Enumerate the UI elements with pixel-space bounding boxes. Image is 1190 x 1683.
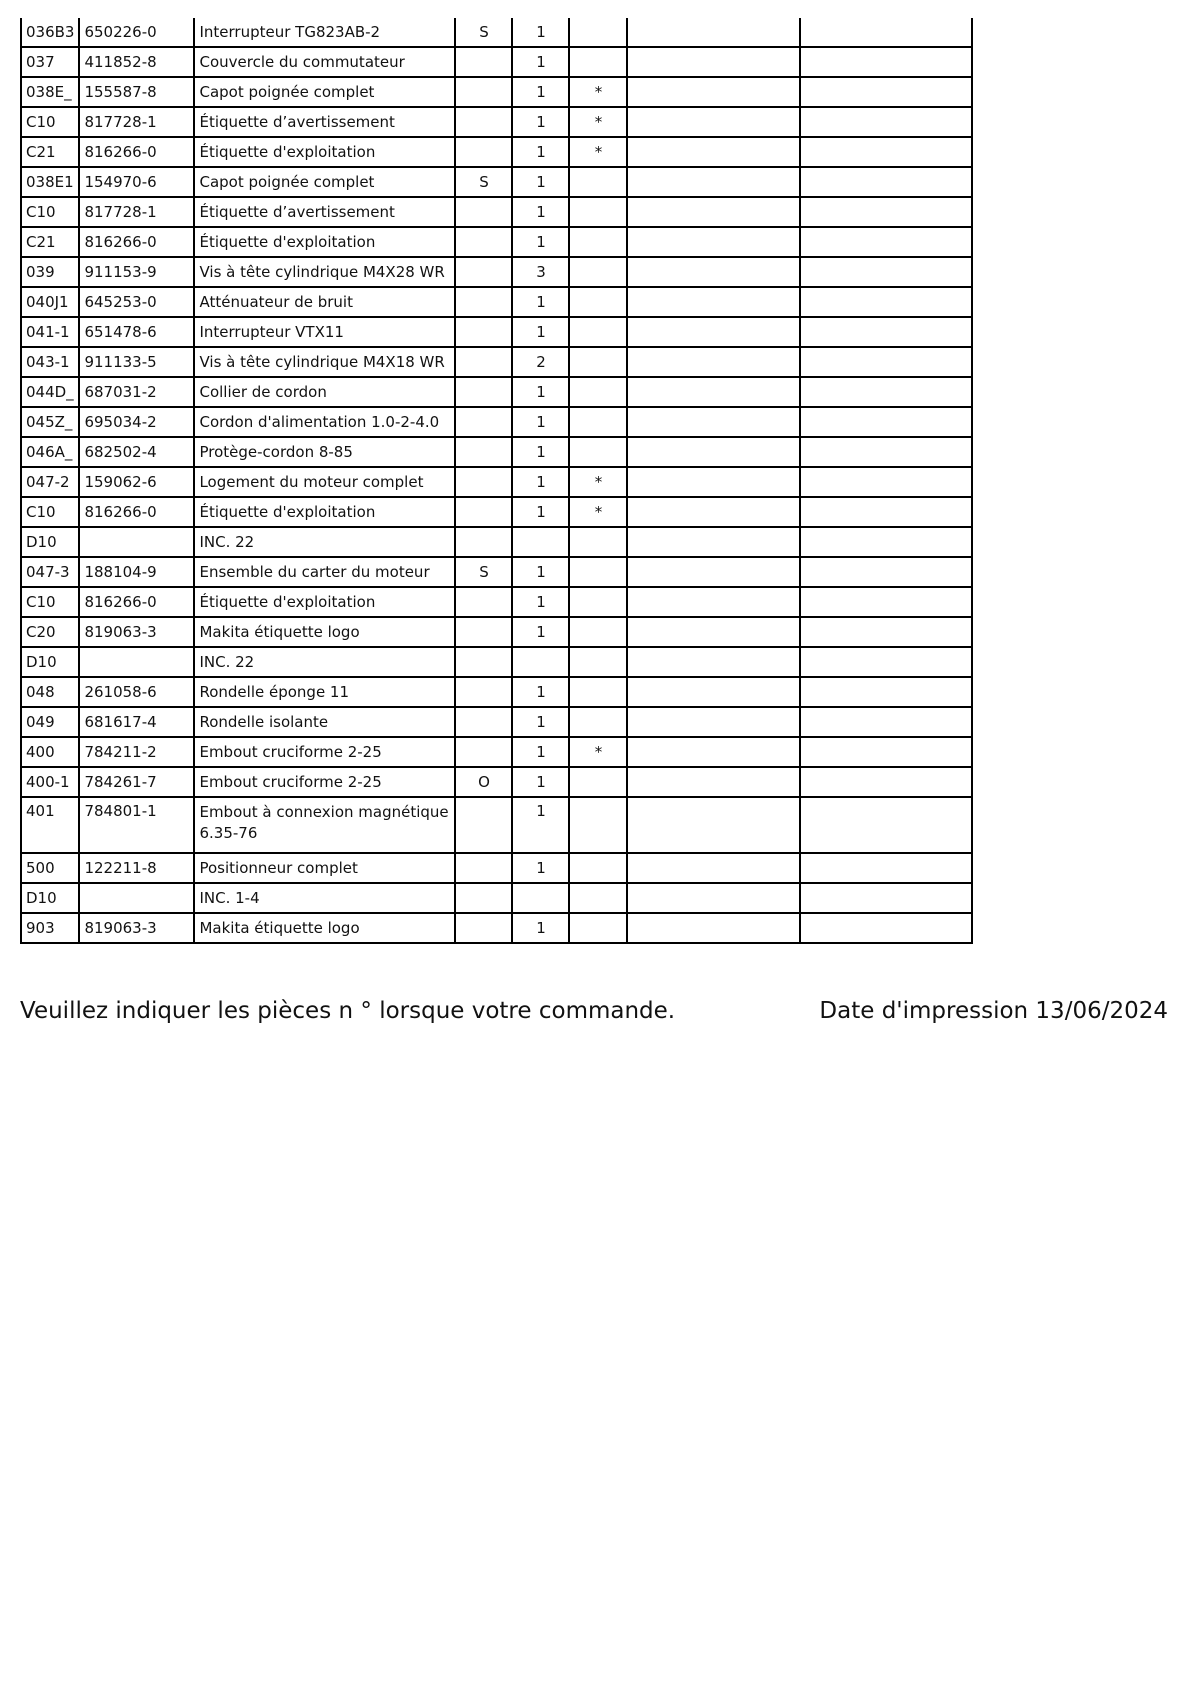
table-row [21, 587, 972, 617]
blank-cell [627, 18, 800, 47]
part-number-cell: 816266-0 [79, 137, 194, 167]
blank-cell [627, 47, 800, 77]
description-cell: Capot poignée complet [194, 77, 455, 107]
quantity-cell: 1 [512, 77, 569, 107]
code-cell [455, 137, 512, 167]
description-cell: Embout cruciforme 2-25 [194, 737, 455, 767]
blank-cell [627, 197, 800, 227]
table-row [21, 167, 972, 197]
blank-cell [800, 437, 972, 467]
item-number-cell: C21 [21, 137, 79, 167]
code-cell [455, 257, 512, 287]
code-cell [455, 707, 512, 737]
table-row [21, 467, 972, 497]
item-number-cell: 045Z_ [21, 407, 79, 437]
note-cell [569, 377, 627, 407]
table-row [21, 317, 972, 347]
blank-cell [627, 707, 800, 737]
blank-cell [627, 227, 800, 257]
quantity-cell: 1 [512, 557, 569, 587]
code-cell [455, 797, 512, 853]
code-cell [455, 377, 512, 407]
blank-cell [800, 317, 972, 347]
blank-cell [627, 677, 800, 707]
description-cell: Rondelle isolante [194, 707, 455, 737]
item-number-cell: C21 [21, 227, 79, 257]
part-number-cell: 651478-6 [79, 317, 194, 347]
blank-cell [800, 47, 972, 77]
blank-cell [800, 767, 972, 797]
part-number-cell: 155587-8 [79, 77, 194, 107]
quantity-cell: 1 [512, 497, 569, 527]
blank-cell [800, 107, 972, 137]
item-number-cell: 037 [21, 47, 79, 77]
note-cell: * [569, 467, 627, 497]
note-cell [569, 797, 627, 853]
description-cell: Étiquette d'exploitation [194, 587, 455, 617]
part-number-cell: 261058-6 [79, 677, 194, 707]
blank-cell [627, 737, 800, 767]
item-number-cell: 040J1 [21, 287, 79, 317]
part-number-cell: 819063-3 [79, 913, 194, 943]
note-cell [569, 347, 627, 377]
blank-cell [627, 467, 800, 497]
quantity-cell: 1 [512, 107, 569, 137]
code-cell: S [455, 557, 512, 587]
part-number-cell: 122211-8 [79, 853, 194, 883]
table-row [21, 617, 972, 647]
blank-cell [800, 377, 972, 407]
code-cell [455, 407, 512, 437]
note-cell [569, 47, 627, 77]
part-number-cell: 819063-3 [79, 617, 194, 647]
item-number-cell: 038E_ [21, 77, 79, 107]
part-number-cell: 784211-2 [79, 737, 194, 767]
blank-cell [627, 407, 800, 437]
note-cell [569, 767, 627, 797]
note-cell: * [569, 737, 627, 767]
blank-cell [627, 257, 800, 287]
note-cell [569, 18, 627, 47]
blank-cell [627, 347, 800, 377]
item-number-cell: 047-2 [21, 467, 79, 497]
note-cell [569, 317, 627, 347]
item-number-cell: C10 [21, 497, 79, 527]
code-cell [455, 47, 512, 77]
item-number-cell: 039 [21, 257, 79, 287]
code-cell [455, 347, 512, 377]
quantity-cell: 1 [512, 437, 569, 467]
item-number-cell: D10 [21, 647, 79, 677]
part-number-cell: 816266-0 [79, 587, 194, 617]
note-cell [569, 557, 627, 587]
blank-cell [800, 497, 972, 527]
note-cell [569, 257, 627, 287]
order-instruction: Veuillez indiquer les pièces n ° lorsque votre commande. [20, 998, 676, 1024]
table-row [21, 77, 972, 107]
description-cell: INC. 22 [194, 647, 455, 677]
code-cell [455, 227, 512, 257]
code-cell [455, 197, 512, 227]
code-cell: S [455, 167, 512, 197]
blank-cell [800, 257, 972, 287]
description-cell: Makita étiquette logo [194, 617, 455, 647]
description-cell: Positionneur complet [194, 853, 455, 883]
parts-table-body [21, 18, 972, 943]
note-cell [569, 677, 627, 707]
quantity-cell [512, 883, 569, 913]
table-row [21, 797, 972, 853]
quantity-cell: 1 [512, 407, 569, 437]
part-number-cell: 816266-0 [79, 497, 194, 527]
table-row [21, 883, 972, 913]
note-cell [569, 853, 627, 883]
blank-cell [800, 587, 972, 617]
item-number-cell: 038E1 [21, 167, 79, 197]
code-cell [455, 913, 512, 943]
table-row [21, 677, 972, 707]
note-cell [569, 883, 627, 913]
note-cell: * [569, 107, 627, 137]
quantity-cell: 1 [512, 18, 569, 47]
code-cell: O [455, 767, 512, 797]
quantity-cell: 1 [512, 767, 569, 797]
blank-cell [627, 377, 800, 407]
part-number-cell: 159062-6 [79, 467, 194, 497]
item-number-cell: 400 [21, 737, 79, 767]
blank-cell [627, 913, 800, 943]
blank-cell [627, 497, 800, 527]
note-cell [569, 587, 627, 617]
code-cell [455, 737, 512, 767]
item-number-cell: 401 [21, 797, 79, 853]
table-row [21, 197, 972, 227]
part-number-cell: 682502-4 [79, 437, 194, 467]
description-cell: Étiquette d'exploitation [194, 227, 455, 257]
item-number-cell: 044D_ [21, 377, 79, 407]
blank-cell [800, 677, 972, 707]
note-cell: * [569, 137, 627, 167]
code-cell [455, 647, 512, 677]
table-row [21, 407, 972, 437]
blank-cell [800, 467, 972, 497]
item-number-cell: 047-3 [21, 557, 79, 587]
description-cell: Vis à tête cylindrique M4X28 WR [194, 257, 455, 287]
description-cell: Makita étiquette logo [194, 913, 455, 943]
blank-cell [627, 617, 800, 647]
blank-cell [627, 167, 800, 197]
note-cell [569, 913, 627, 943]
blank-cell [800, 347, 972, 377]
table-row [21, 737, 972, 767]
description-cell: Vis à tête cylindrique M4X18 WR [194, 347, 455, 377]
note-cell: * [569, 77, 627, 107]
item-number-cell: 041-1 [21, 317, 79, 347]
part-number-cell: 411852-8 [79, 47, 194, 77]
table-row [21, 853, 972, 883]
item-number-cell: 400-1 [21, 767, 79, 797]
description-cell: INC. 1-4 [194, 883, 455, 913]
item-number-cell: 903 [21, 913, 79, 943]
part-number-cell: 817728-1 [79, 197, 194, 227]
table-row [21, 377, 972, 407]
blank-cell [627, 797, 800, 853]
blank-cell [800, 287, 972, 317]
part-number-cell: 188104-9 [79, 557, 194, 587]
blank-cell [800, 77, 972, 107]
blank-cell [800, 883, 972, 913]
item-number-cell: 049 [21, 707, 79, 737]
quantity-cell [512, 527, 569, 557]
quantity-cell: 1 [512, 47, 569, 77]
note-cell [569, 287, 627, 317]
description-cell: INC. 22 [194, 527, 455, 557]
code-cell [455, 883, 512, 913]
item-number-cell: 500 [21, 853, 79, 883]
table-row [21, 257, 972, 287]
blank-cell [800, 797, 972, 853]
table-row [21, 497, 972, 527]
blank-cell [800, 913, 972, 943]
part-number-cell: 695034-2 [79, 407, 194, 437]
blank-cell [800, 707, 972, 737]
blank-cell [800, 853, 972, 883]
code-cell [455, 287, 512, 317]
blank-cell [627, 647, 800, 677]
part-number-cell: 911153-9 [79, 257, 194, 287]
quantity-cell [512, 647, 569, 677]
print-date: Date d'impression 13/06/2024 [819, 998, 1168, 1024]
note-cell [569, 227, 627, 257]
table-row [21, 707, 972, 737]
blank-cell [800, 137, 972, 167]
quantity-cell: 1 [512, 377, 569, 407]
quantity-cell: 1 [512, 317, 569, 347]
table-row [21, 437, 972, 467]
description-cell: Embout cruciforme 2-25 [194, 767, 455, 797]
code-cell [455, 587, 512, 617]
table-row [21, 557, 972, 587]
quantity-cell: 2 [512, 347, 569, 377]
part-number-cell: 650226-0 [79, 18, 194, 47]
blank-cell [800, 197, 972, 227]
quantity-cell: 1 [512, 137, 569, 167]
quantity-cell: 1 [512, 797, 569, 853]
blank-cell [627, 287, 800, 317]
part-number-cell: 784261-7 [79, 767, 194, 797]
blank-cell [627, 107, 800, 137]
item-number-cell: 048 [21, 677, 79, 707]
description-cell: Étiquette d'exploitation [194, 497, 455, 527]
table-row [21, 347, 972, 377]
description-cell: Étiquette d’avertissement [194, 197, 455, 227]
description-cell: Logement du moteur complet [194, 467, 455, 497]
item-number-cell: C10 [21, 197, 79, 227]
description-cell: Collier de cordon [194, 377, 455, 407]
blank-cell [800, 527, 972, 557]
quantity-cell: 1 [512, 617, 569, 647]
part-number-cell: 687031-2 [79, 377, 194, 407]
code-cell [455, 107, 512, 137]
description-cell: Interrupteur TG823AB-2 [194, 18, 455, 47]
table-row [21, 913, 972, 943]
quantity-cell: 1 [512, 287, 569, 317]
quantity-cell: 1 [512, 167, 569, 197]
note-cell [569, 167, 627, 197]
description-cell: Capot poignée complet [194, 167, 455, 197]
blank-cell [627, 527, 800, 557]
description-cell: Ensemble du carter du moteur [194, 557, 455, 587]
note-cell [569, 437, 627, 467]
blank-cell [627, 137, 800, 167]
description-cell: Atténuateur de bruit [194, 287, 455, 317]
item-number-cell: D10 [21, 883, 79, 913]
blank-cell [627, 317, 800, 347]
quantity-cell: 1 [512, 197, 569, 227]
part-number-cell: 816266-0 [79, 227, 194, 257]
item-number-cell: C10 [21, 107, 79, 137]
table-row [21, 527, 972, 557]
blank-cell [627, 77, 800, 107]
code-cell [455, 853, 512, 883]
quantity-cell: 3 [512, 257, 569, 287]
blank-cell [627, 437, 800, 467]
blank-cell [627, 587, 800, 617]
quantity-cell: 1 [512, 677, 569, 707]
blank-cell [800, 407, 972, 437]
description-cell: Étiquette d’avertissement [194, 107, 455, 137]
table-row [21, 137, 972, 167]
blank-cell [800, 557, 972, 587]
code-cell [455, 317, 512, 347]
note-cell: * [569, 497, 627, 527]
part-number-cell: 784801-1 [79, 797, 194, 853]
blank-cell [800, 167, 972, 197]
part-number-cell: 645253-0 [79, 287, 194, 317]
blank-cell [627, 767, 800, 797]
table-row [21, 767, 972, 797]
code-cell [455, 77, 512, 107]
code-cell [455, 437, 512, 467]
part-number-cell: 817728-1 [79, 107, 194, 137]
code-cell [455, 527, 512, 557]
part-number-cell: 681617-4 [79, 707, 194, 737]
quantity-cell: 1 [512, 707, 569, 737]
blank-cell [800, 18, 972, 47]
blank-cell [800, 617, 972, 647]
quantity-cell: 1 [512, 913, 569, 943]
note-cell [569, 197, 627, 227]
item-number-cell: 036B3 [21, 18, 79, 47]
table-row [21, 227, 972, 257]
code-cell [455, 677, 512, 707]
code-cell [455, 497, 512, 527]
note-cell [569, 647, 627, 677]
description-cell: Interrupteur VTX11 [194, 317, 455, 347]
quantity-cell: 1 [512, 467, 569, 497]
item-number-cell: D10 [21, 527, 79, 557]
table-row [21, 647, 972, 677]
part-number-cell [79, 883, 194, 913]
blank-cell [800, 737, 972, 767]
table-row [21, 107, 972, 137]
blank-cell [800, 227, 972, 257]
note-cell [569, 707, 627, 737]
table-row [21, 47, 972, 77]
description-cell: Cordon d'alimentation 1.0-2-4.0 [194, 407, 455, 437]
blank-cell [800, 647, 972, 677]
note-cell [569, 407, 627, 437]
blank-cell [627, 557, 800, 587]
code-cell: S [455, 18, 512, 47]
parts-table [20, 18, 973, 944]
table-row [21, 18, 972, 47]
quantity-cell: 1 [512, 227, 569, 257]
description-cell: Étiquette d'exploitation [194, 137, 455, 167]
item-number-cell: 046A_ [21, 437, 79, 467]
part-number-cell: 154970-6 [79, 167, 194, 197]
part-number-cell [79, 647, 194, 677]
item-number-cell: C10 [21, 587, 79, 617]
quantity-cell: 1 [512, 853, 569, 883]
description-cell: Embout à connexion magnétique 6.35-76 [194, 797, 455, 853]
quantity-cell: 1 [512, 737, 569, 767]
blank-cell [627, 883, 800, 913]
blank-cell [627, 853, 800, 883]
item-number-cell: C20 [21, 617, 79, 647]
part-number-cell: 911133-5 [79, 347, 194, 377]
table-row [21, 287, 972, 317]
quantity-cell: 1 [512, 587, 569, 617]
description-cell: Protège-cordon 8-85 [194, 437, 455, 467]
description-cell: Rondelle éponge 11 [194, 677, 455, 707]
item-number-cell: 043-1 [21, 347, 79, 377]
note-cell [569, 617, 627, 647]
part-number-cell [79, 527, 194, 557]
code-cell [455, 617, 512, 647]
note-cell [569, 527, 627, 557]
description-cell: Couvercle du commutateur [194, 47, 455, 77]
code-cell [455, 467, 512, 497]
